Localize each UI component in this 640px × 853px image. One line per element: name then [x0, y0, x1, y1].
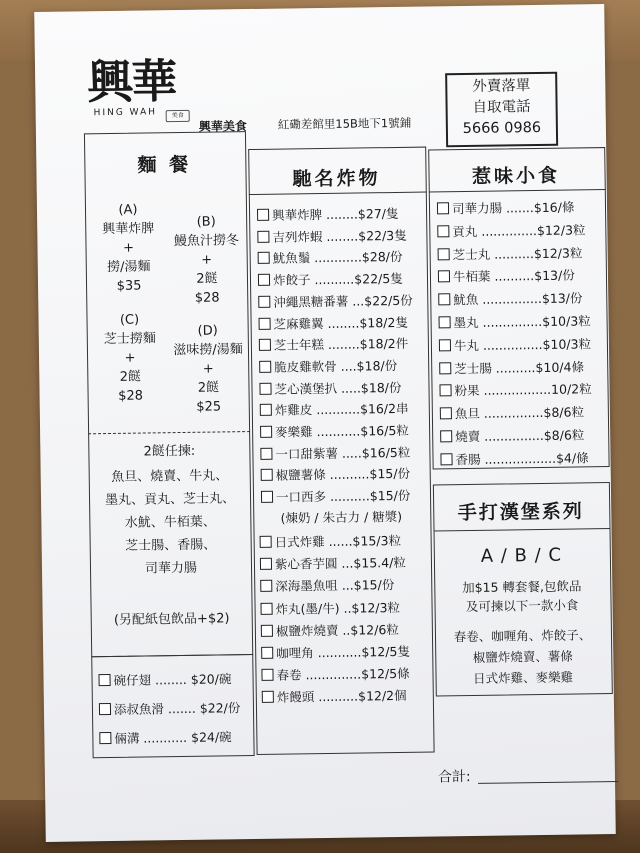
item-name: 芝麻雞翼	[273, 315, 324, 332]
item-dots: ...........	[139, 729, 192, 746]
menu-item[interactable]	[438, 266, 575, 286]
item-dots: ..........	[325, 488, 370, 505]
checkbox[interactable]	[261, 469, 273, 481]
menu-item[interactable]	[438, 289, 582, 309]
item-name: 興華炸脾	[271, 207, 323, 223]
west-toast-note: (煉奶 / 朱古力 / 糖漿)	[280, 508, 403, 526]
item-dots: ..........	[490, 245, 534, 262]
noodle-line: +	[122, 240, 135, 256]
item-dots: ..........	[490, 268, 535, 285]
item-name: 魚旦	[454, 406, 481, 422]
choice-line: 司華力腸	[144, 560, 198, 577]
noodle-line: 興華炸脾	[102, 221, 155, 238]
item-name: 貢丸	[452, 223, 478, 239]
item-price: $27/隻	[357, 205, 399, 222]
menu-item[interactable]	[260, 399, 409, 419]
item-name: 墨丸	[453, 314, 479, 331]
menu-item[interactable]	[260, 531, 402, 551]
burger-desc-line: 加$15 轉套餐,包飲品	[462, 578, 582, 596]
item-name: 椒鹽薯條	[275, 467, 326, 484]
menu-item[interactable]	[261, 642, 410, 662]
item-price: $16/5粒	[360, 422, 409, 439]
checkbox[interactable]	[439, 385, 451, 397]
item-name: 倆溝	[114, 730, 140, 746]
noodle-line: 2餸	[196, 271, 218, 287]
checkbox[interactable]	[260, 536, 272, 548]
item-name: 炸饅頭	[276, 689, 315, 706]
checkbox[interactable]	[439, 362, 451, 374]
noodles-title: 麵 餐	[137, 153, 192, 177]
choice-list	[89, 464, 253, 581]
menu-item[interactable]	[261, 486, 411, 506]
item-price: $10/3粒	[542, 336, 592, 352]
menu-item[interactable]	[259, 378, 401, 398]
item-dots: ..............	[301, 666, 362, 683]
item-dots: ...............	[478, 336, 543, 353]
burger-side-line: 椒鹽炸燒賣、薯條	[472, 648, 573, 665]
checkbox[interactable]	[99, 732, 111, 744]
checkbox[interactable]	[257, 230, 269, 242]
snacks-title: 惹味小食	[471, 164, 561, 188]
choice-line: 墨丸、貢丸、芝士丸、	[104, 491, 236, 509]
item-name: 司華力腸	[451, 200, 503, 217]
item-name: 牛丸	[453, 337, 480, 353]
item-name: 牛栢葉	[452, 269, 491, 285]
item-dots: ...	[337, 578, 354, 594]
item-price: $4/條	[555, 450, 589, 466]
order-phone-box	[445, 72, 558, 148]
item-dots: ..	[339, 600, 352, 616]
menu-item[interactable]	[260, 598, 400, 618]
noodle-line: 撈/湯麵	[107, 259, 151, 276]
menu-item[interactable]	[258, 247, 403, 267]
item-dots: ...........	[313, 644, 362, 661]
noodle-price: $28	[118, 388, 144, 404]
checkbox[interactable]	[258, 296, 270, 308]
menu-item[interactable]	[258, 312, 408, 332]
checkbox[interactable]	[260, 558, 272, 570]
item-name: 粉果	[454, 383, 480, 399]
pickup-label: 自取電話	[472, 99, 531, 116]
item-dots: ...............	[478, 313, 543, 330]
item-price: $16/5粒	[361, 444, 411, 461]
checkbox[interactable]	[262, 691, 274, 703]
item-name: 燒賣	[455, 428, 481, 445]
item-price: $20/碗	[190, 671, 232, 687]
checkbox[interactable]	[261, 647, 273, 659]
burger-options: A / B / C	[480, 544, 563, 567]
menu-item[interactable]	[260, 575, 394, 595]
noodle-line: +	[201, 252, 213, 268]
item-price: $16/條	[533, 199, 575, 216]
item-name: 脆皮雞軟骨	[274, 358, 337, 375]
item-dots: ........	[323, 315, 360, 331]
menu-item[interactable]	[260, 443, 410, 463]
logo-seal: 美食	[166, 110, 190, 122]
item-dots: ............	[310, 249, 362, 266]
menu-item[interactable]	[260, 553, 406, 573]
checkbox[interactable]	[98, 674, 110, 686]
checkbox[interactable]	[437, 225, 449, 237]
item-dots: .......	[163, 700, 200, 717]
shop-logo: 興華	[86, 54, 176, 110]
noodle-code: (A)	[118, 202, 138, 218]
item-price: $15.4/粒	[353, 555, 406, 571]
item-dots: ......	[324, 533, 353, 550]
checkbox[interactable]	[439, 316, 451, 328]
checkbox[interactable]	[260, 580, 272, 592]
item-price: $10/3粒	[542, 313, 591, 329]
checkbox[interactable]	[261, 669, 273, 681]
burger-title: 手打漢堡系列	[457, 500, 584, 525]
menu-sheet	[34, 4, 616, 842]
item-dots: ...........	[312, 401, 361, 418]
item-price: $13/份	[534, 267, 575, 284]
burger-side-line: 日式炸雞、麥樂雞	[472, 669, 574, 686]
item-price: $15/3粒	[352, 532, 402, 549]
item-price: $10/4條	[535, 358, 585, 375]
item-dots: ..........	[310, 271, 355, 288]
item-dots: ...............	[480, 427, 544, 444]
noodle-price: $28	[194, 290, 220, 306]
menu-item[interactable]	[439, 357, 584, 377]
item-name: 春卷	[276, 667, 302, 683]
menu-item[interactable]	[440, 425, 584, 445]
burger-sides	[435, 624, 611, 689]
item-dots: ..	[338, 622, 351, 638]
item-name: 碗仔翅	[113, 672, 152, 688]
extra-item[interactable]	[98, 669, 231, 689]
noodle-item-c[interactable]	[88, 310, 171, 406]
checkbox[interactable]	[259, 317, 271, 329]
item-name: 一口西多	[275, 489, 327, 505]
item-dots: ........	[323, 336, 360, 353]
item-name: 芝心漢堡扒	[274, 380, 338, 397]
item-name: 炸餃子	[272, 272, 311, 288]
burger-desc-line: 及可揀以下一款小食	[465, 597, 579, 615]
extra-item[interactable]	[99, 727, 231, 747]
checkbox[interactable]	[259, 339, 271, 351]
item-dots: ...........	[312, 423, 361, 440]
item-price: $18/2件	[359, 336, 409, 352]
item-dots: .....	[337, 445, 362, 461]
noodle-line: 芝士撈麵	[103, 331, 156, 348]
checkbox[interactable]	[99, 703, 111, 715]
item-price: $22/3隻	[358, 227, 407, 244]
item-name: 椒鹽炸燒賣	[275, 622, 339, 639]
item-price: $15/份	[369, 466, 411, 482]
item-price: $15/份	[353, 577, 395, 594]
item-name: 添叔魚滑	[113, 701, 165, 717]
menu-item[interactable]	[259, 334, 409, 354]
noodle-line: 2餸	[197, 380, 220, 396]
item-dots: ..........	[491, 359, 536, 376]
item-price: $22/份	[199, 700, 241, 716]
item-dots: ..........	[325, 466, 370, 483]
item-name: 日式炸雞	[274, 534, 325, 550]
item-price: $8/6粒	[543, 404, 585, 421]
item-dots: .................	[479, 382, 552, 399]
checkbox[interactable]	[437, 202, 449, 214]
checkbox[interactable]	[438, 293, 450, 305]
item-price: $12/3粒	[533, 244, 583, 261]
item-name: 吉列炸蝦	[272, 228, 323, 245]
checkbox[interactable]	[258, 274, 270, 286]
fried-title: 馳名炸物	[292, 167, 381, 191]
item-name: 咖哩角	[276, 645, 314, 661]
checkbox[interactable]	[260, 447, 272, 459]
item-price: $16/2串	[359, 401, 409, 417]
menu-item[interactable]	[261, 464, 411, 484]
logo-romanization: HING WAH	[93, 107, 158, 119]
drink-note: (另配紙包飲品+$2)	[113, 611, 230, 628]
item-name: 魷魚	[453, 292, 479, 308]
item-price: $8/6粒	[543, 427, 585, 443]
item-price: $28/份	[361, 249, 403, 265]
menu-item[interactable]	[262, 686, 407, 706]
item-price: $22/5隻	[354, 270, 403, 287]
checkbox[interactable]	[260, 426, 272, 438]
noodle-code: (D)	[197, 323, 218, 339]
item-name: 沖繩黑糖番薯	[273, 293, 349, 310]
menu-item[interactable]	[437, 197, 575, 217]
noodle-code: (C)	[119, 312, 140, 328]
choice-line: 芝士腸、香腸、	[125, 537, 217, 554]
item-price: $18/份	[360, 379, 402, 396]
checkbox[interactable]	[440, 430, 452, 442]
item-dots: ........	[321, 206, 358, 223]
checkbox[interactable]	[257, 209, 269, 221]
noodle-item-d[interactable]	[167, 321, 250, 417]
item-name: 芝士年糕	[273, 337, 325, 353]
checkbox[interactable]	[260, 404, 272, 416]
menu-item[interactable]	[261, 664, 409, 684]
item-name: 魷魚鬚	[272, 250, 311, 267]
noodle-price: $25	[196, 399, 222, 415]
item-dots: ...............	[478, 291, 542, 308]
checkbox[interactable]	[258, 252, 270, 264]
menu-item[interactable]	[440, 448, 588, 468]
checkbox[interactable]	[440, 453, 452, 465]
item-price: $12/2個	[357, 688, 407, 704]
total-label: 合計:	[437, 769, 471, 786]
shop-address: 紅磡差館里15B地下1號鋪	[277, 115, 412, 132]
item-price: $18/2隻	[359, 314, 409, 331]
checkbox[interactable]	[261, 602, 273, 614]
item-name: 麥樂雞	[275, 424, 313, 440]
item-name: 炸丸(墨/牛)	[275, 600, 340, 617]
checkbox[interactable]	[440, 407, 452, 419]
noodle-item-b[interactable]	[165, 212, 248, 308]
item-dots: ..................	[480, 450, 557, 467]
item-dots: ...	[348, 293, 365, 309]
menu-item[interactable]	[257, 226, 407, 246]
choice-title: 2餸任揀:	[143, 443, 196, 460]
noodle-line: 滋味撈/湯麵	[173, 342, 243, 359]
burger-side-line: 春卷、咖喱角、炸餃子、	[453, 627, 592, 645]
menu-item[interactable]	[257, 204, 399, 224]
item-name: 紫心香芋圓	[274, 556, 338, 572]
menu-item[interactable]	[439, 380, 591, 400]
item-name: 香腸	[455, 451, 481, 467]
checkbox[interactable]	[261, 625, 273, 637]
item-price: $15/份	[369, 487, 411, 504]
phone-number: 5666 0986	[462, 119, 542, 138]
menu-item[interactable]	[439, 334, 591, 354]
item-dots: ....	[336, 358, 357, 374]
noodle-line: +	[124, 350, 136, 366]
item-name: 芝士丸	[452, 246, 491, 262]
menu-item[interactable]	[261, 620, 399, 640]
menu-item[interactable]	[258, 269, 403, 289]
checkbox[interactable]	[438, 271, 450, 283]
item-dots: ...	[337, 555, 354, 572]
noodle-line: 2餸	[119, 369, 142, 385]
menu-item[interactable]	[440, 403, 584, 423]
checkbox[interactable]	[438, 248, 450, 260]
choice-line: 魚旦、燒賣、牛丸、	[111, 468, 229, 485]
item-price: 10/2粒	[550, 381, 592, 398]
extra-item[interactable]	[99, 698, 241, 718]
checkbox[interactable]	[259, 361, 271, 373]
item-price: $24/碗	[190, 729, 232, 745]
item-dots: ..............	[477, 222, 538, 239]
item-name: 芝士腸	[454, 360, 492, 376]
item-price: $22/5份	[364, 292, 413, 309]
total-input-line[interactable]	[478, 781, 618, 784]
menu-item[interactable]	[438, 311, 590, 331]
menu-item[interactable]	[438, 243, 583, 263]
item-price: $12/3粒	[351, 599, 401, 616]
shop-name: 興華美食	[198, 119, 247, 134]
burger-desc	[434, 576, 610, 616]
item-name: 一口甜紫薯	[275, 445, 339, 462]
item-price: $13/份	[541, 290, 583, 307]
item-dots: ...............	[479, 405, 544, 422]
order-label: 外賣落單	[472, 78, 531, 95]
item-dots: .......	[501, 200, 534, 216]
item-dots: ..........	[314, 688, 359, 705]
item-price: $12/5隻	[361, 643, 411, 660]
menu-item[interactable]	[260, 421, 409, 441]
noodle-code: (B)	[196, 214, 216, 230]
item-dots: ........	[322, 228, 359, 244]
item-dots: .....	[336, 380, 361, 396]
menu-item[interactable]	[259, 356, 397, 376]
noodle-line: +	[202, 361, 214, 377]
checkbox[interactable]	[261, 491, 273, 503]
item-dots: ........	[150, 671, 191, 688]
choice-line: 水魷、牛栢葉、	[124, 514, 216, 531]
checkbox[interactable]	[259, 382, 271, 394]
noodle-price: $35	[116, 278, 142, 294]
item-price: $12/5條	[361, 666, 410, 682]
checkbox[interactable]	[439, 339, 451, 351]
menu-item[interactable]	[258, 291, 413, 311]
item-price: $12/3粒	[536, 222, 586, 238]
noodle-line: 鰻魚汁撈冬	[173, 233, 240, 250]
menu-item[interactable]	[437, 220, 585, 240]
noodle-item-a[interactable]	[87, 200, 170, 296]
item-name: 炸雞皮	[274, 402, 313, 418]
item-price: $18/份	[356, 357, 398, 374]
item-name: 深海墨魚咀	[275, 578, 338, 595]
item-price: $12/6粒	[350, 621, 399, 638]
